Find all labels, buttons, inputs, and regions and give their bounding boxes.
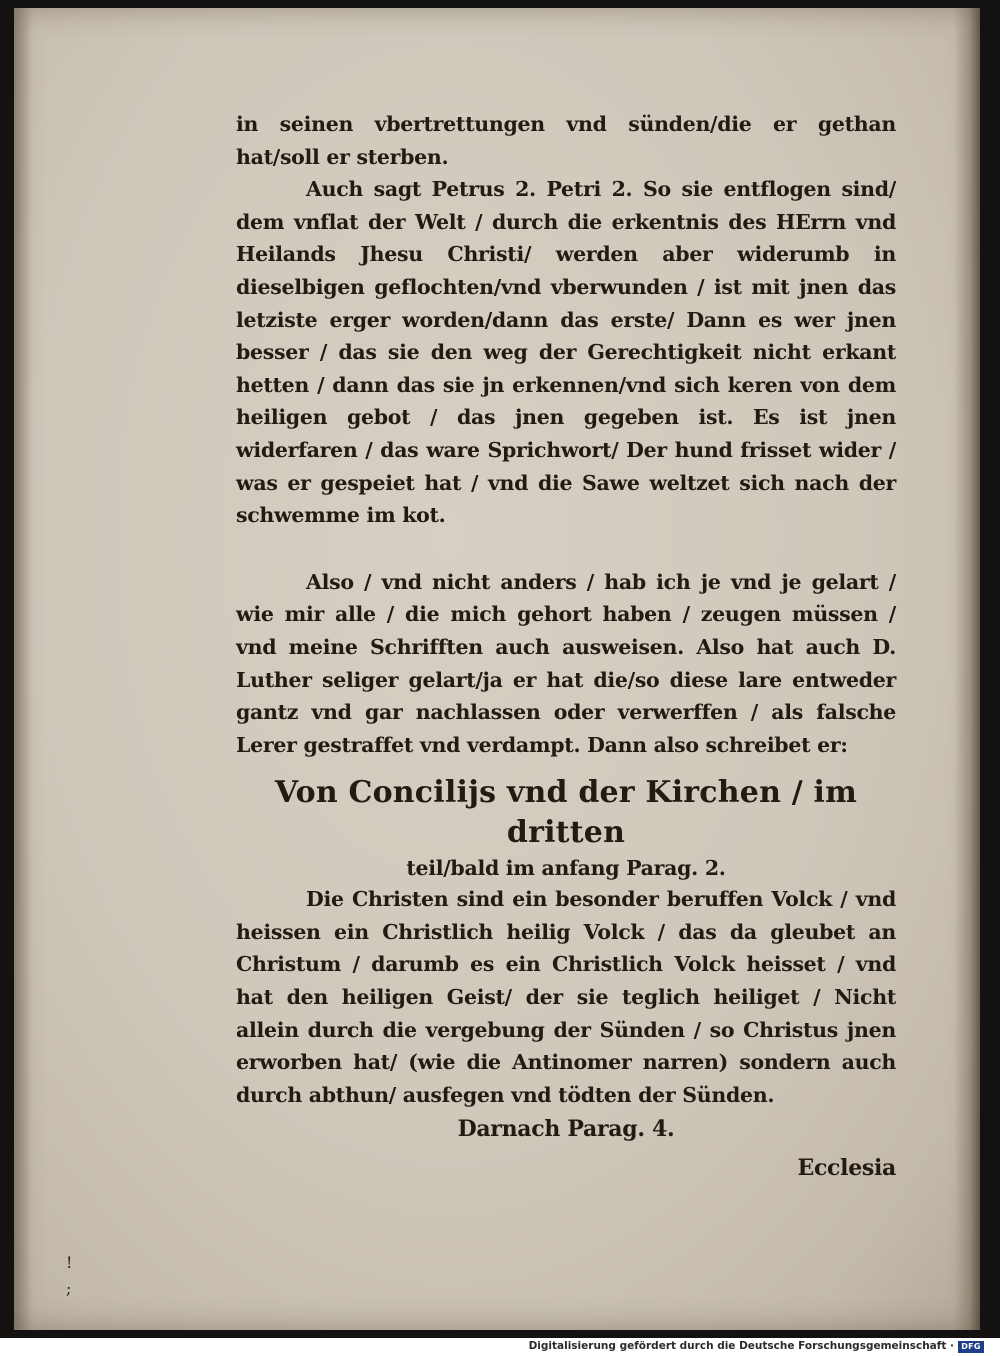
paragraph-4: Die Christen sind ein besonder beruffen Volck / vnd heissen ein Christlich heilig Volck / das da gleubet an Christum / darumb es ein Christlich Volck heisset / vnd hat den heiligen Geist/ der sie teglich heiliget / Nicht allein durch die vergebung der Sünden / so Christus jnen erworben hat/ (wie die Antinomer narren) sondern auch durch abthun/ ausfegen vnd tödten der Sünden. [236,887,896,1107]
catchword: Ecclesia [797,1155,896,1182]
footer-credit: Digitalisierung gefördert durch die Deutsche Forschungsgemeinschaft · [528,1340,954,1352]
dfg-logo-icon: DFG [958,1341,984,1353]
section-heading: Von Concilijs vnd der Kirchen / im dritten [274,775,858,851]
paragraph-1: in seinen vbertrettungen vnd sünden/die er gethan hat/soll er sterben. [236,112,896,169]
page-left-shadow [14,8,32,1330]
section-subheading: teil/bald im anfang Parag. 2. [406,856,726,881]
paragraph-gap [236,532,896,566]
paragraph-2: Auch sagt Petrus 2. Petri 2. So sie entflogen sind/ dem vnflat der Welt / durch die erkentnis des HErrn vnd Heilands Jhesu Christi/ werden aber widerumb in dieselbigen geflochten/vnd vberwunden / ist mit jnen das letziste erger worden/dann das erste/ Dann es wer jnen besser / das sie den weg der Gerechtigkeit nicht erkant hetten / dann das sie jn erkennen/vnd sich keren von dem heiligen gebot / das jnen gegeben ist. Es ist jnen widerfaren / das ware Sprichwort/ Der hund frisset wider / was er gespeiet hat / vnd die Sawe weltzet sich nach der schwemme im kot. [236,177,896,528]
darnach-line: Darnach Parag. 4. [457,1116,675,1143]
footer-bar [0,1338,1000,1356]
margin-marks: ! ; [66,1253,73,1298]
page-right-shadow [954,8,980,1330]
paragraph-3: Also / vnd nicht anders / hab ich je vnd je gelart / wie mir alle / die mich gehort haben / zeugen müssen / vnd meine Schrifften auch ausweisen. Also hat auch D. Luther seliger gelart/ja er hat die/so diese lare entweder gantz vnd gar nachlassen oder verwerffen / als falsche Lerer gestraffet vnd verdampt. Dann also schreibet er: [236,569,896,757]
page-text-block [236,108,896,1185]
